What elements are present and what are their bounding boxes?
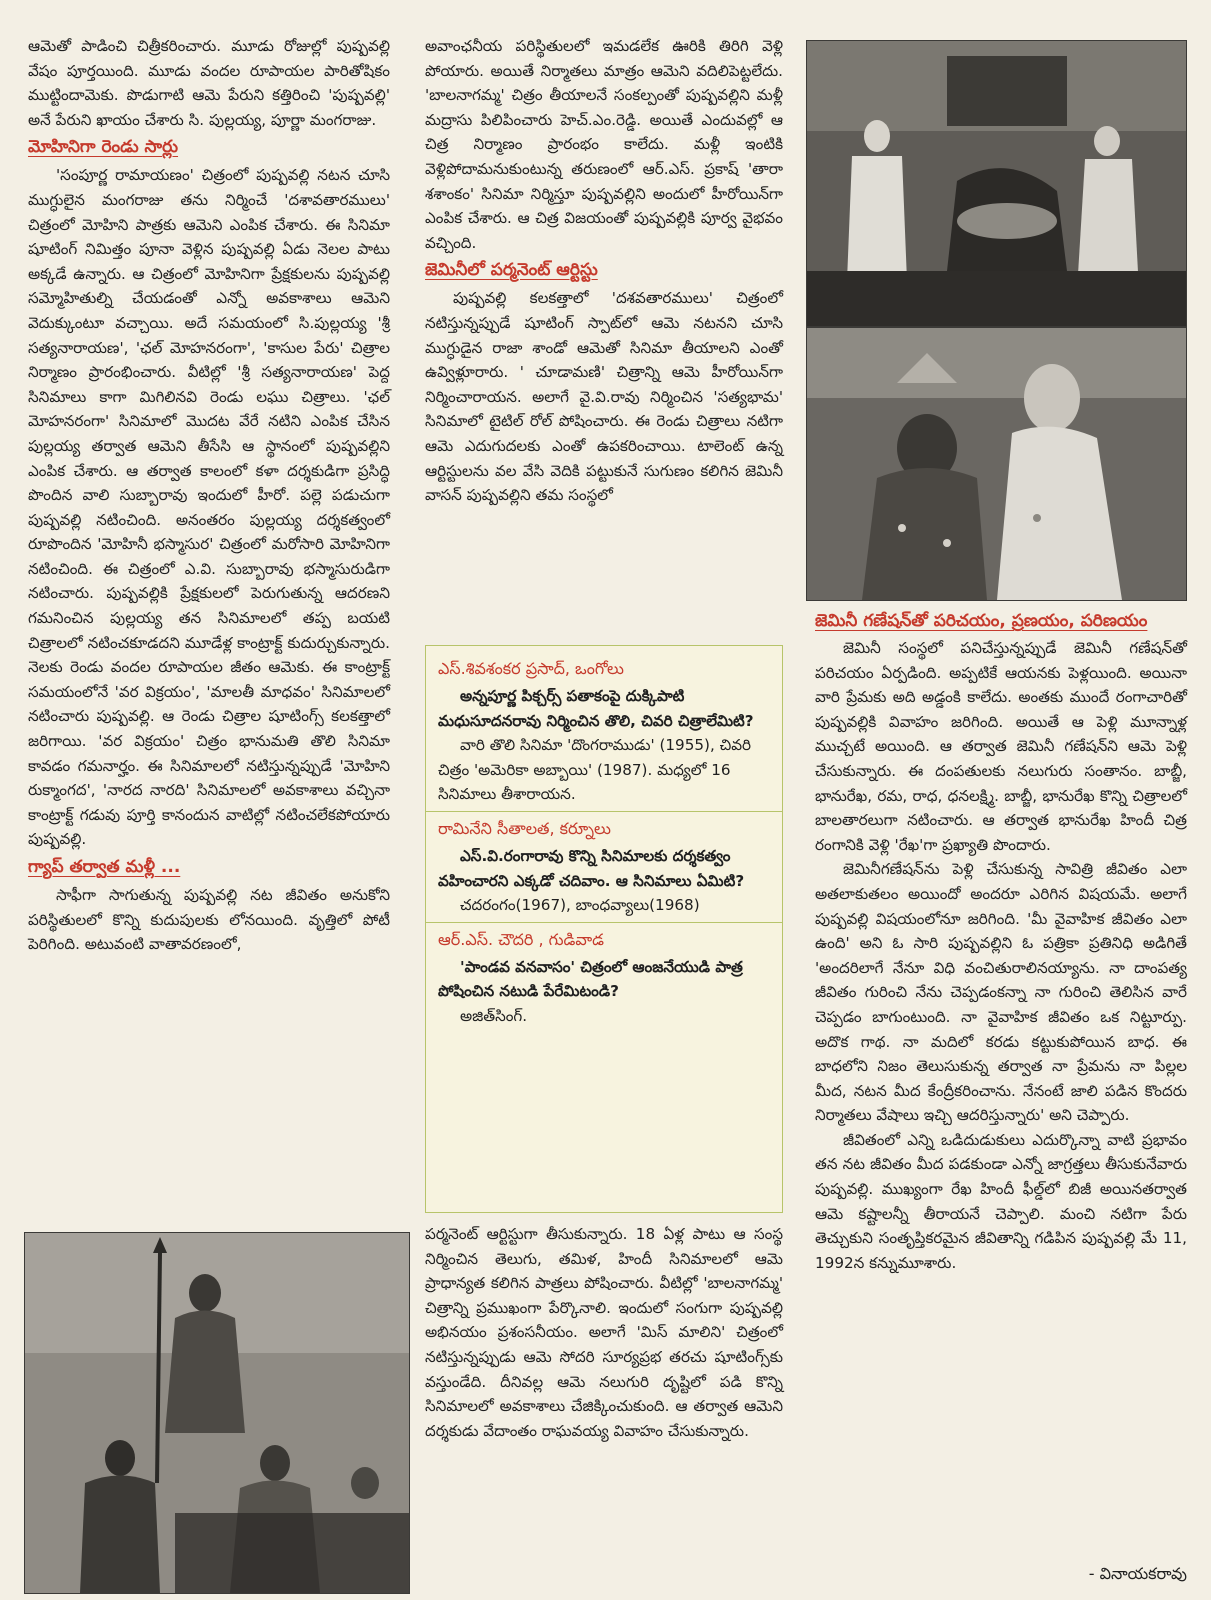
paragraph: అవాంఛనీయ పరిస్థితులలో ఇమడలేక ఊరికి తిరిగి వెళ్లి పోయారు. అయితే నిర్మాతలు మాత్రం ఆమెని వదిలిపెట్టలేదు. 'బాలనాగమ్మ' చిత్రం తీయాలనే సంకల్పంతో పుష్పవల్లిని మళ్లీ మద్రాసు పిలిపించారు హెచ్.ఎం.రెడ్డి. అయితే ఎందువల్లో ఆ చిత్ర నిర్మాణం ప్రారంభం కాలేదు. మళ్లీ ఇంటికి వెళ్లిపోదామనుకుంటున్న తరుణంలో ఆర్.ఎస్. ప్రకాష్ 'తారా శశాంకం' సినిమా నిర్మిస్తూ పుష్పవల్లిని అందులో హీరోయిన్‌గా ఎంపిక చేశారు. ఆ చిత్ర విజయంతో పుష్పవల్లికి పూర్వ వైభవం వచ్చింది. [425, 37, 783, 252]
author-signature: - వినాయకరావు [1088, 1564, 1187, 1583]
qa-question: ఎస్.వి.రంగారావు కొన్ని సినిమాలకు దర్శకత్వం వహించారని ఎక్కడో చదివాం. ఆ సినిమాలు ఏమిటి? [438, 846, 745, 890]
divider [426, 811, 782, 812]
photo-top-right [806, 40, 1187, 327]
section-heading: జెమినీలో పర్మనెంట్ ఆర్టిస్టు [425, 260, 598, 281]
paragraph: పర్మనెంట్ ఆర్టిస్టుగా తీసుకున్నారు. 18 ఏళ్ల పాటు ఆ సంస్థ నిర్మించిన తెలుగు, తమిళ, హిందీ సినిమాలలో ఆమె ప్రాధాన్యత కలిగిన పాత్రలు పోషించారు. వీటిల్లో 'బాలనాగమ్మ' చిత్రాన్ని ప్రముఖంగా పేర్కొనాలి. ఇందులో సంగుగా పుష్పవల్లి అభినయం ప్రశంసనీయం. అలాగే 'మిస్ మాలిని' చిత్రంలో నటిస్తున్నప్పుడు ఆమె సోదరి సూర్యప్రభ తరచు షూటింగ్స్‌కు వస్తుండేది. దీనివల్ల ఆమె నలుగురి దృష్టిలో పడి కొన్ని సినిమాలలో అవకాశాలు చేజిక్కించుకుంది. ఆ తర్వాత ఆమెని దర్శకుడు వేదాంతం రాఘవయ్య వివాహం చేసుకున్నారు. [425, 1225, 783, 1440]
paragraph: ఆమెతో పాడించి చిత్రీకరించారు. మూడు రోజుల్లో పుష్పవల్లి వేషం పూర్తయింది. మూడు వందల రూపాయల పారితోషికం ముట్టిందామెకు. పొడుగాటి ఆమె పేరుని కత్తిరించి 'పుష్పవల్లి' అనే పేరుని ఖాయం చేశారు సి. పుల్లయ్య, పూర్ణా మంగరాజు. [28, 37, 390, 129]
column-3 [815, 606, 1187, 1275]
paragraph: జీవితంలో ఎన్ని ఒడిదుడుకులు ఎదుర్కొన్నా వాటి ప్రభావం తన నట జీవితం మీద పడకుండా ఎన్నో జాగ్రత్తలు తీసుకునేవారు పుష్పవల్లి. ముఖ్యంగా రేఖ హిందీ ఫీల్డ్‌లో బిజీ అయినతర్వాత ఆమె కష్టాలన్నీ తీరాయనే చెప్పాలి. మంచి నటిగా పేరు తెచ్చుకుని సంతృప్తికరమైన జీవితాన్ని గడిపిన పుష్పవల్లి మే 11, 1992న కన్నుమూశారు. [815, 1130, 1187, 1272]
qa-answer: అజిత్‌సింగ్. [460, 1006, 528, 1025]
section-heading: జెమినీ గణేషన్‌తో పరిచయం, ప్రణయం, పరిణయం [815, 611, 1148, 631]
qa-box [425, 645, 783, 1213]
divider [426, 922, 782, 923]
paragraph: 'సంపూర్ణ రామాయణం' చిత్రంలో పుష్పవల్లి నటన చూసి ముగ్ధులైన మంగరాజు తను నిర్మించే 'దశావతారములు' చిత్రంలో మోహిని పాత్రకు ఆమెని ఎంపిక చేశారు. ఈ సినిమా షూటింగ్ నిమిత్తం పూనా వెళ్లిన పుష్పవల్లి ఏడు నెలల పాటు అక్కడే ఉన్నారు. ఆ చిత్రంలో మోహినిగా ప్రేక్షకులను పుష్పవల్లి సమ్మోహితుల్ని చేయడంతో ఎన్నో అవకాశాలు ఆమెని వెదుక్కుంటూ వచ్చాయి. అదే సమయంలో సి.పుల్లయ్య 'శ్రీ సత్యనారాయణ', 'ఛల్ మోహనరంగా', 'కాసుల పేరు' చిత్రాల నిర్మాణం ప్రారంభించారు. వీటిల్లో 'శ్రీ సత్యనారాయణ' పెద్ద సినిమాలు కాగా మిగిలినవి రెండు లఘు చిత్రాలు. 'ఛల్ మోహనరంగా' సినిమాలో మొదట వేరే నటిని ఎంపిక చేసిన పుల్లయ్య తర్వాత ఆమెని తీసేసి ఆ స్థానంలో పుష్పవల్లిని ఎంపిక చేశారు. ఆ తర్వాత కాలంలో కళా దర్శకుడిగా ప్రసిద్ధి పొందిన వాలి సుబ్బారావు ఇందులో హీరో. పల్లె పడుచుగా పుష్పవల్లి నటించింది. అనంతరం పుల్లయ్య దర్శకత్వంలో రూపొందిన 'మోహినీ భస్మాసుర' చిత్రంలో మరోసారి మోహినిగా నటించింది. ఈ చిత్రంలో ఎ.వి. సుబ్బారావు భస్మాసురుడిగా నటించారు. పుష్పవల్లికి ప్రేక్షకులలో పెరుగుతున్న ఆదరణని గమనించిన పుల్లయ్య తన సినిమాలలో తప్ప బయటి చిత్రాలలో నటించకూడదని మూడేళ్ల కాంట్రాక్ట్ కుదుర్చుకున్నారు. నెలకు రెండు వందల రూపాయల జీతం ఆమెకు. ఈ కాంట్రాక్ట్ సమయంలోనే 'వర విక్రయం', 'మాలతీ మాధవం' సినిమాలలో నటించారు పుష్పవల్లి. ఆ రెండు చిత్రాల షూటింగ్స్ కలకత్తాలో జరిగాయి. 'వర విక్రయం' చిత్రం భానుమతి తొలి సినిమా కావడం గమనార్హం. ఈ సినిమాలలో నటిస్తున్నప్పుడే 'మోహిని రుక్మాంగద', 'నారద నారది' సినిమాలలో అవకాశాలు వచ్చినా కాంట్రాక్ట్ గడువు పూర్తి కానందున వాటిల్లో నటించలేకపోయారు పుష్పవల్లి. [28, 166, 390, 849]
qa-asker: రామినేని సీతాలత, కర్నూలు [438, 818, 611, 838]
qa-answer: చదరంగం(1967), బాంధవ్యాలు(1968) [460, 896, 700, 915]
qa-question: అన్నపూర్ణ పిక్చర్స్ పతాకంపై దుక్కిపాటి మధుసూదనరావు నిర్మించిన తొలి, చివరి చిత్రాలేమిటి? [438, 687, 754, 730]
column-2-continued [425, 1222, 783, 1443]
photo-bottom-left [24, 1232, 410, 1594]
qa-answer: వారి తొలి సినిమా 'దొంగరాముడు' (1955), చివరి చిత్రం 'అమెరికా అబ్బాయి' (1987). మధ్యలో 16 సినిమాలు తీశారాయన. [438, 736, 752, 804]
section-heading: మోహినిగా రెండు సార్లు [28, 137, 179, 158]
column-2 [425, 34, 783, 508]
paragraph: జెమినీ సంస్థలో పనిచేస్తున్నప్పుడే జెమినీ గణేషన్‌తో పరిచయం ఏర్పడింది. అప్పటికే ఆయనకు పెళ్లయింది. అయినా వారి ప్రేమకు అది అడ్డంకి కాలేదు. అంతకు ముందే రంగాచారితో పుష్పవల్లికి వివాహం జరిగింది. అయితే ఆ పెళ్లి మూన్నాళ్ల ముచ్చటే అయింది. ఆ తర్వాత జెమినీ గణేషన్‌ని ఆమె పెళ్లి చేసుకున్నారు. ఈ దంపతులకు నలుగురు సంతానం. బాబ్జీ, భానురేఖ, రమ, రాధ, ధనలక్ష్మి. బాబ్జీ, భానురేఖ కొన్ని చిత్రాలలో బాలతారలుగా నటించారు. ఆ తర్వాత భానురేఖ హిందీ చిత్ర రంగానికి వెళ్లి 'రేఖ'గా ప్రఖ్యాతి పొందారు. [815, 639, 1187, 854]
section-heading: గ్యాప్ తర్వాత మళ్లీ ... [28, 857, 181, 877]
paragraph: పుష్పవల్లి కలకత్తాలో 'దశవతారములు' చిత్రంలో నటిస్తున్నప్పుడే షూటింగ్ స్పాట్‌లో ఆమె నటనని చూసి ముగ్ధుడైన రాజా శాండో ఆమెతో సినిమా తీయాలని ఎంతో ఉవ్విళ్లూరారు. ' చూడామణి' చిత్రాన్ని ఆమె హీరోయిన్‌గా నిర్మించారాయన. అలాగే వై.వి.రావు నిర్మించిన 'సత్యభామ' సినిమాలో టైటిల్ రోల్ పోషించారు. ఈ రెండు చిత్రాలు నటిగా ఆమె ఎదుగుదలకు ఎంతో ఉపకరించాయి. టాలెంట్ ఉన్న ఆర్టిస్టులను వల వేసి వెదికి పట్టుకునే సుగుణం కలిగిన జెమినీ వాసన్ పుష్పవల్లిని తమ సంస్థలో [425, 289, 783, 505]
qa-asker: ఆర్.ఎస్. చౌదరి , గుడివాడ [438, 929, 604, 949]
paragraph: జెమినీగణేషన్‌ను పెళ్లి చేసుకున్న సావిత్రి జీవితం ఎలా అతలాకుతలం అయిందో అందరూ ఎరిగిన విషయమే. అలాగే పుష్పవల్లి విషయంలోనూ జరిగింది. 'మీ వైవాహిక జీవితం ఎలా ఉంది' అని ఓ సారి పుష్పవల్లిని ఓ పత్రికా ప్రతినిధి అడిగితే 'అందరిలాగే నేనూ విధి వంచితురాలినయ్యాను. నా దాంపత్య జీవితం గురించి నేను చెప్పడంకన్నా నా గురించి తెలిసిన వారే చెప్పడం బాగుంటుంది. నా వైవాహిక జీవితం ఒక నిట్టూర్పు. అదొక గాథ. నా మదిలో కరడు కట్టుకుపోయిన బాధ. ఈ బాధలోని నిజం తెలుసుకున్న తర్వాత నా ప్రేమను నా పిల్లల మీద, నటన మీద కేంద్రీకరించాను. నేనంటే జాలి పడిన కొందరు నిర్మాతలు వేషాలు ఇచ్చి ఆదరిస్తున్నారు' అని చెప్పారు. [815, 860, 1187, 1125]
photo-mid-right [806, 327, 1187, 601]
column-1 [28, 34, 390, 957]
qa-asker: ఎస్.శివశంకర ప్రసాద్, ఒంగోలు [438, 659, 624, 678]
qa-question: 'పాండవ వనవాసం' చిత్రంలో ఆంజనేయుడి పాత్ర పోషించిన నటుడి పేరేమిటండి? [438, 957, 743, 1001]
paragraph: సాఫీగా సాగుతున్న పుష్పవల్లి నట జీవితం అనుకోని పరిస్థితులలో కొన్ని కుదుపులకు లోనయింది. వృత్తిలో పోటీ పెరిగింది. అటువంటి వాతావరణంలో, [28, 886, 390, 954]
